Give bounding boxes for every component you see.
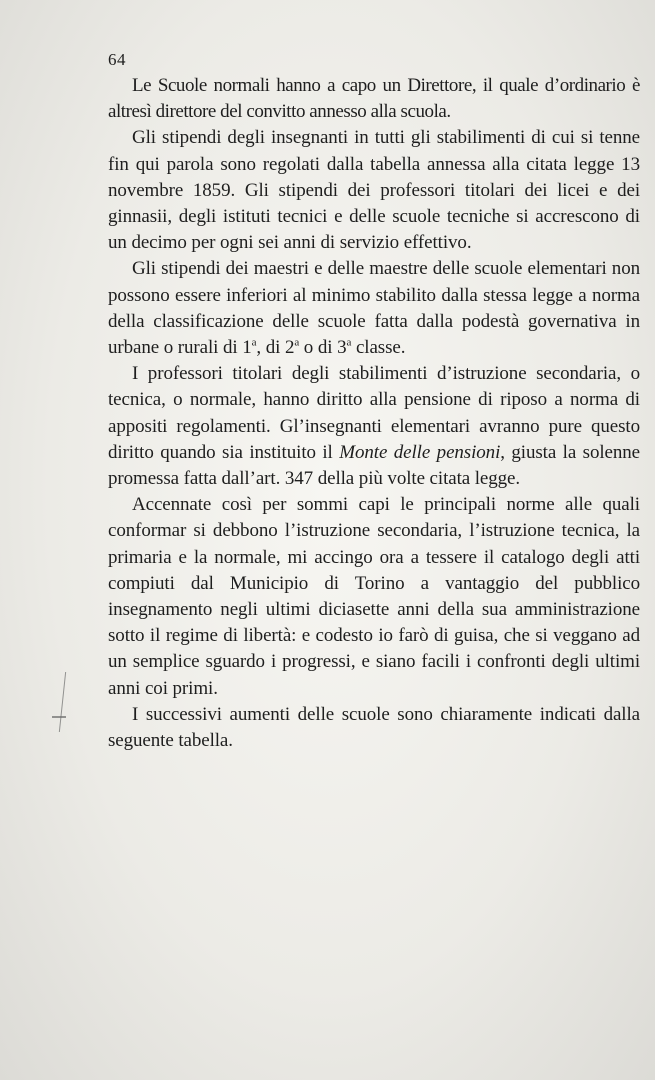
margin-pencil-tick [52,716,66,718]
superscript-seconda: a [294,336,300,349]
paragraph-aumenti-scuole: I successivi aumenti delle scuole sono chiaramente indicati dalla seguente tabella. [108,703,640,752]
margin-pencil-mark [59,672,90,732]
paragraph-stipendi-maestri-mid2: o di 3 [299,337,347,359]
superscript-prima: a [251,336,257,349]
paragraph-pensioni-end: , giusta la solenne promessa fatta dall’art. 347 della più volte citata legge. [108,441,640,490]
paragraph-scuole-normali: Le Scuole normali hanno a capo un Direttore, il quale d’ordinario è altresì direttore del convitto annesso alla scuola. [108,75,640,123]
paragraph-stipendi-maestri-text: Gli stipendi dei maestri e delle maestre delle scuole elementari non possono essere inferiori al minimo stabilito dalla stessa legge a norma della classificazione delle scuole fatta dalla podestà governativa in urbane o rurali di 1 [108,258,640,359]
paragraph-stipendi-maestri [108,256,640,361]
paragraph-stipendi-maestri-mid1: , di 2 [256,337,295,359]
monte-delle-pensioni-italic: Monte delle pensioni [339,441,501,463]
body-text [108,73,640,754]
paragraph-stipendi-maestri-end: classe. [351,337,406,359]
paragraph-pensioni-text: I professori titolari degli stabilimenti d’istruzione secondaria, o tecnica, o normale, hanno diritto alla pensione di riposo a norma di appositi regolamenti. Gl’insegnanti elementari avranno pure questo diritto quando sia instituito il [108,363,640,463]
paragraph-catalogo-atti: Accennate così per sommi capi le principali norme alle quali conformar si debbono l’istruzione secondaria, l’istruzione tecnica, la primaria e la normale, mi accingo ora a tessere il catalogo degli atti compiuti dal Municipio di Torino a vantaggio del pubblico insegnamento negli ultimi diciasette anni della sua amministrazione sotto il regime di libertà: e codesto io farò di guisa, che si veggano ad un semplice sguardo i progressi, e siano facili i confronti degli ultimi anni coi primi. [108,494,640,699]
superscript-terza: a [346,336,352,349]
paragraph-pensioni [108,361,640,492]
paragraph-stipendi-insegnanti: Gli stipendi degli insegnanti in tutti gli stabilimenti di cui si tenne fin qui parola sono regolati dalla tabella annessa alla citata legge 13 novembre 1859. Gli stipendi dei professori titolari dei licei e dei ginnasii, degli istituti tecnici e delle scuole tecniche si accrescono di un decimo per ogni sei anni di servizio effettivo. [108,127,640,254]
page-number: 64 [108,50,126,69]
